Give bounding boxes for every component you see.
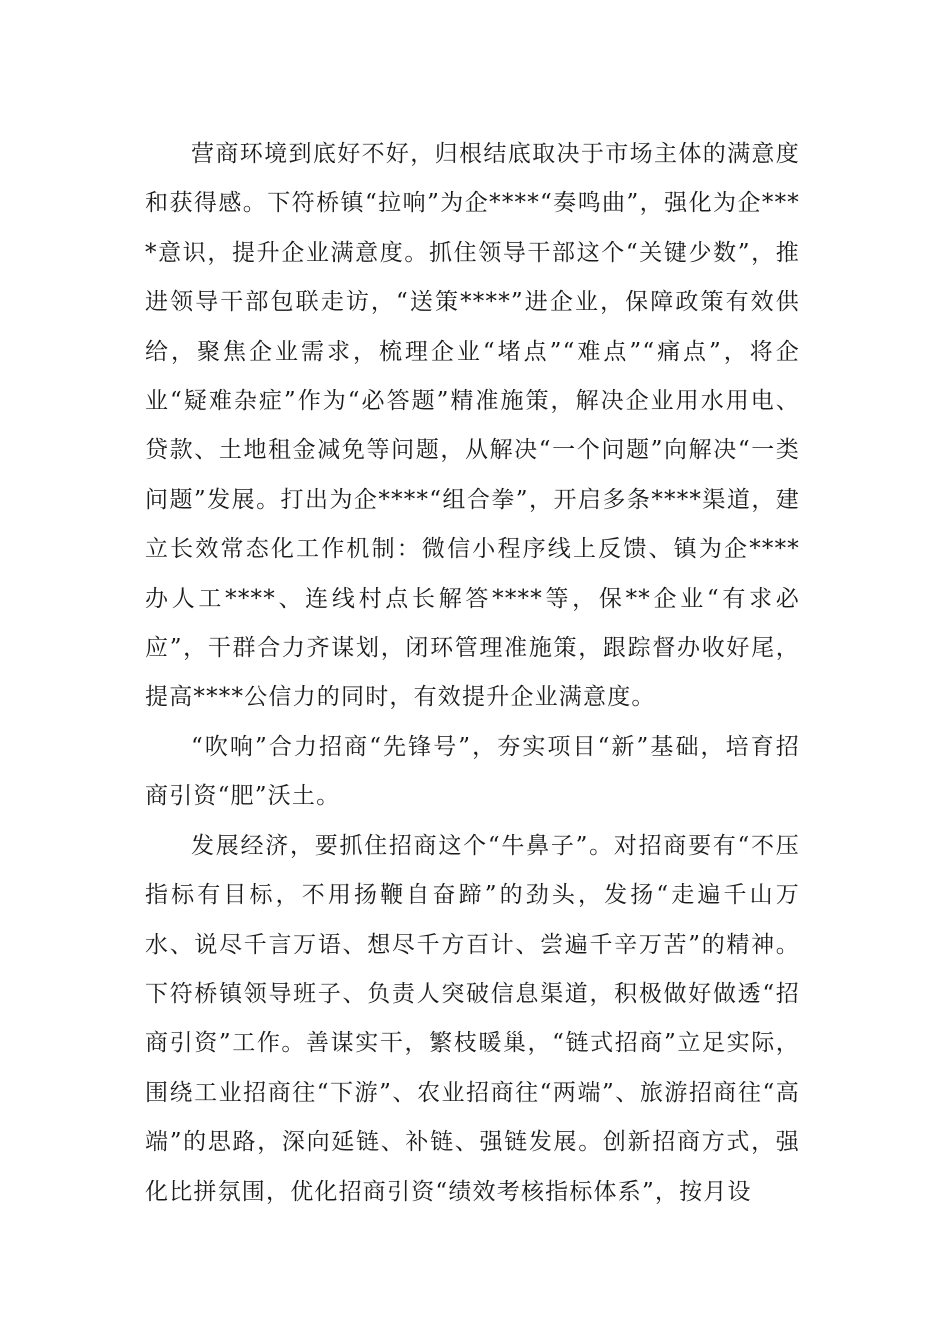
paragraph-economic-development: 发展经济，要抓住招商这个“牛鼻子”。对招商要有“不压指标有目标，不用扬鞭自奋蹄”的劲头，发扬“走遍千山万水、说尽千言万语、想尽千方百计、尝遍千辛万苦”的精神。下符桥镇领导班子、负责人突破信息渠道，积极做好做透“招商引资”工作。善谋实干，繁枝暖巢，“链式招商”立足实际，围绕工业招商往“下游”、农业招商往“两端”、旅游招商往“高端”的思路，深向延链、补链、强链发展。创新招商方式，强化比拼氛围，优化招商引资“绩效考核指标体系”，按月设 <box>145 832 800 1205</box>
paragraph-investment-heading: “吹响”合力招商“先锋号”，夯实项目“新”基础，培育招商引资“肥”沃土。 <box>145 733 800 810</box>
paragraph-business-environment: 营商环境到底好不好，归根结底取决于市场主体的满意度和获得感。下符桥镇“拉响”为企****“奏鸣曲”，强化为企****意识，提升企业满意度。抓住领导干部这个“关键少数”，推进领导干部包联走访，“送策****”进企业，保障政策有效供给，聚焦企业需求，梳理企业“堵点”“难点”“痛点”，将企业“疑难杂症”作为“必答题”精准施策，解决企业用水用电、贷款、土地租金减免等问题，从解决“一个问题”向解决“一类问题”发展。打出为企****“组合拳”，开启多条****渠道，建立长效常态化工作机制：微信小程序线上反馈、镇为企****办人工****、连线村点长解答****等，保**企业“有求必应”，干群合力齐谋划，闭环管理准施策，跟踪督办收好尾，提高****公信力的同时，有效提升企业满意度。 <box>145 141 800 711</box>
document-body <box>145 130 800 1217</box>
